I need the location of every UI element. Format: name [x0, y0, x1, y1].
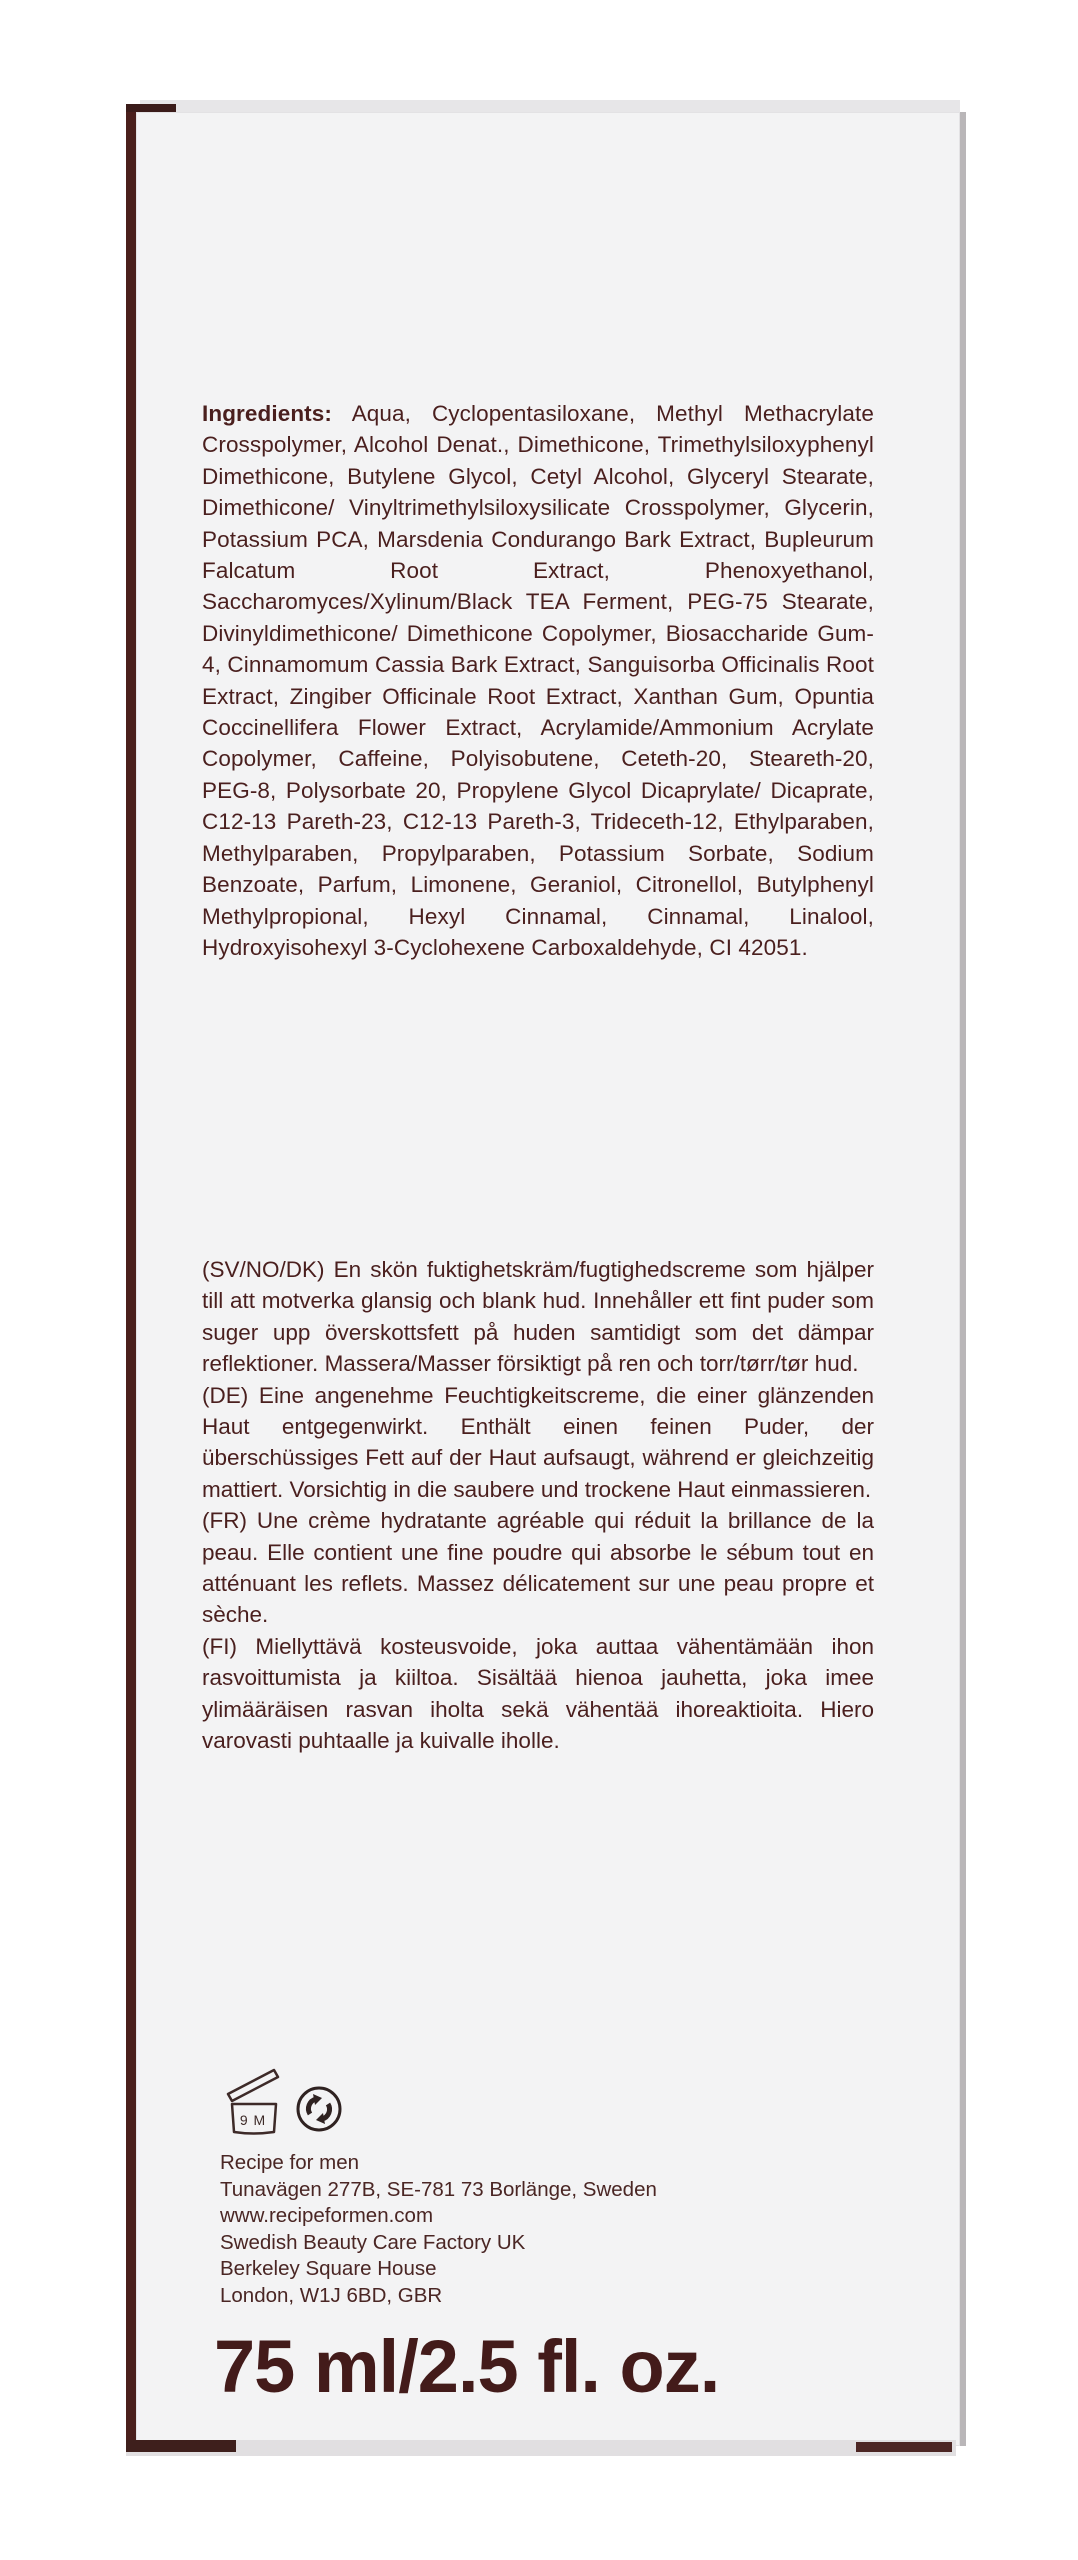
box-bottom-edge	[126, 2440, 956, 2456]
manufacturer-address	[220, 2150, 780, 2310]
open-jar-icon	[222, 2064, 284, 2136]
recycle-icon	[296, 2086, 342, 2132]
address-uk-building: Berkeley Square House	[220, 2257, 437, 2281]
box-bottom-corner-left	[126, 2440, 236, 2452]
product-descriptions	[202, 1254, 874, 1757]
address-brand: Recipe for men	[220, 2151, 360, 2174]
description-sv-no-dk: (SV/NO/DK) En skön fuktighetskräm/fugtighedscreme som hjälper till att motverka glansig och blank hud. Innehåller ett fint puder som suger upp överskottsfett på huden samtidigt som det dämpar reflektioner. Massera/Masser försiktigt på ren och torr/tørr/tør hud.	[202, 1257, 874, 1377]
ingredients-label: Ingredients:	[202, 401, 332, 426]
description-de: (DE) Eine angenehme Feuchtigkeitscreme, die einer glänzenden Haut entgegenwirkt. Enthält einen feinen Puder, der überschüssiges Fett auf der Haut aufsaugt, während er gleichzeitig mattiert. Vorsichtig in die saubere und trockene Haut einmassieren.	[202, 1382, 874, 1502]
description-fr: (FR) Une crème hydratante agréable qui réduit la brillance de la peau. Elle contient une fine poudre qui absorbe le sébum tout en atténuant les reflets. Massez délicatement sur une peau propre et sèche.	[202, 1508, 874, 1628]
pao-label: 9 M	[239, 2112, 267, 2128]
description-fi: (FI) Miellyttävä kosteusvoide, joka auttaa vähentämään ihon rasvoittumista ja kiiltoa. Sisältää hienoa jauhetta, joka imee ylimääräisen rasvan iholta sekä vähentää ihoreaktioita. Hiero varovasti puhtaalle ja kuivalle iholle.	[202, 1633, 874, 1754]
address-website: www.recipeformen.com	[220, 2204, 434, 2228]
ingredients-text: Aqua, Cyclopentasiloxane, Methyl Methacrylate Crosspolymer, Alcohol Denat., Dimethicone, Trimethylsiloxyphenyl Dimethicone, Butylene Glycol, Cetyl Alcohol, Glyceryl Stearate, Dimethicone/ Vinyltrimethylsiloxysilicate Crosspolymer, Glycerin, Potassium PCA, Marsdenia Condurango Bark Extract, Bupleurum Falcatum Root Extract, Phenoxyethanol, Saccharomyces/Xylinum/Black TEA Ferment, PEG-75 Stearate, Divinyldimethicone/ Dimethicone Copolymer, Biosaccharide Gum-4, Cinnamomum Cassia Bark Extract, Sanguisorba Officinalis Root Extract, Zingiber Officinale Root Extract, Xanthan Gum, Opuntia Coccinellifera Flower Extract, Acrylamide/Ammonium Acrylate Copolymer, Caffeine, Polyisobutene, Ceteth-20, Steareth-20, PEG-8, Polysorbate 20, Propylene Glycol Dicaprylate/ Dicaprate, C12-13 Pareth-23, C12-13 Pareth-3, Trideceth-12, Ethylparaben, Methylparaben, Propylparaben, Potassium Sorbate, Sodium Benzoate, Parfum, Limonene, Geraniol, Citronellol, Butylphenyl Methylpropional, Hexyl Cinnamal, Cinnamal, Linalool, Hydroxyisohexyl 3-Cyclohexene Carboxaldehyde, CI 42051.	[202, 401, 874, 960]
address-uk-city: London, W1J 6BD, GBR	[220, 2283, 443, 2307]
address-uk-company: Swedish Beauty Care Factory UK	[220, 2230, 526, 2254]
packaging-symbols	[222, 2064, 362, 2136]
box-bottom-corner-right	[856, 2442, 952, 2452]
address-street: Tunavägen 277B, SE-781 73 Borlänge, Sweden	[220, 2177, 657, 2201]
product-volume: 75 ml/2.5 fl. oz.	[214, 2325, 720, 2408]
ingredients-list	[202, 398, 874, 963]
